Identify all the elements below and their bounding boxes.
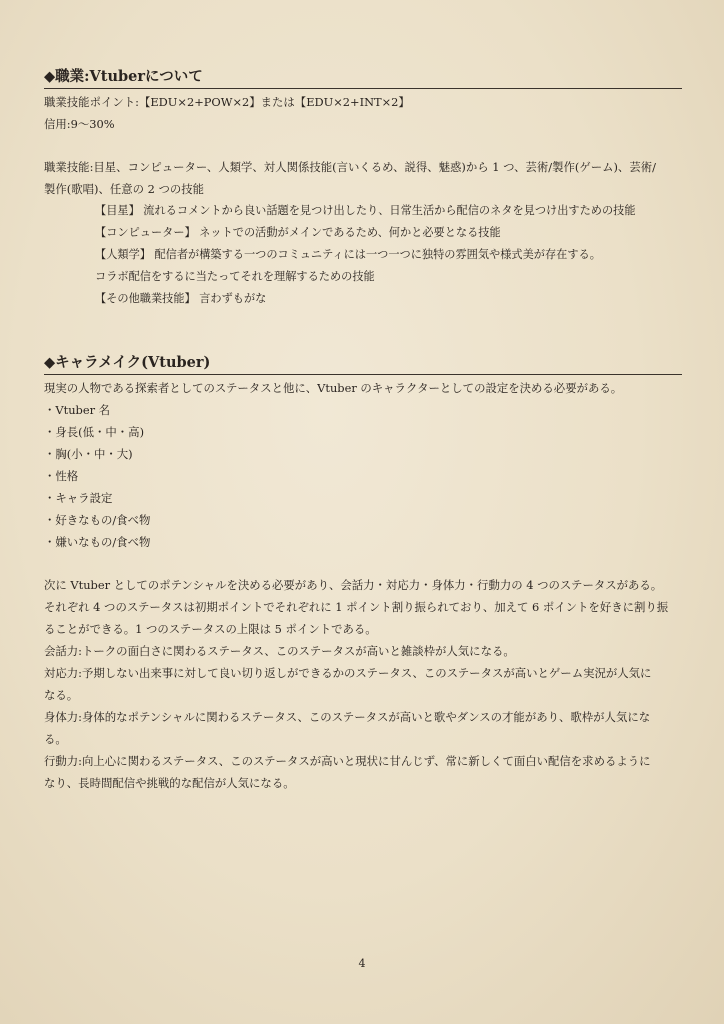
- list-item: ・胸(小・中・大): [44, 447, 133, 461]
- credit-text: 信用:9～30%: [44, 117, 115, 131]
- list-item: ・キャラ設定: [44, 491, 113, 505]
- paragraph-line: それぞれ 4 つのステータスは初期ポイントでそれぞれに 1 ポイント割り振られており、加えて 6 ポイントを好きに割り振: [44, 600, 669, 614]
- skills-text-line: 製作(歌唱)、任意の 2 つの技能: [44, 182, 205, 196]
- section-heading-occupation: ◆職業:Vtuberについて: [44, 67, 682, 89]
- list-item: ・性格: [44, 469, 79, 483]
- skill-note: 【人類学】 配信者が構築する一つのコミュニティには一つ一つに独特の雰囲気や様式美が存在する。: [95, 248, 601, 261]
- page-number: 4: [358, 957, 366, 970]
- skill-note: 【その他職業技能】 言わずもがな: [95, 292, 267, 305]
- charamake-intro: 現実の人物である探索者としてのステータスと他に、Vtuber のキャラクターとしての設定を決める必要がある。: [44, 381, 623, 395]
- paragraph-line: 身体力:身体的なポテンシャルに関わるステータス、このステータスが高いと歌やダンスの才能があり、歌枠が人気にな: [44, 710, 651, 724]
- list-item: ・嫌いなもの/食べ物: [44, 535, 151, 549]
- paragraph-line: なる。: [44, 688, 79, 702]
- paragraph-line: 対応力:予期しない出来事に対して良い切り返しができるかのステータス、このステータスが高いとゲーム実況が人気に: [44, 666, 652, 680]
- list-item: ・身長(低・中・高): [44, 425, 145, 439]
- paragraph-line: なり、長時間配信や挑戦的な配信が人気になる。: [44, 776, 295, 790]
- list-item: ・好きなもの/食べ物: [44, 513, 151, 527]
- skills-text-line: 職業技能:目星、コンピューター、人類学、対人関係技能(言いくるめ、説得、魅惑)から 1 つ、芸術/製作(ゲーム)、芸術/: [44, 160, 656, 174]
- skill-note: 【コンピューター】 ネットでの活動がメインであるため、何かと必要となる技能: [95, 226, 501, 239]
- skill-note: コラボ配信をするに当たってそれを理解するための技能: [95, 270, 375, 283]
- skill-note: 【目星】 流れるコメントから良い話題を見つけ出したり、日常生活から配信のネタを見つけ出すための技能: [95, 204, 636, 217]
- list-item: ・Vtuber 名: [44, 403, 111, 417]
- paragraph-line: 行動力:向上心に関わるステータス、このステータスが高いと現状に甘んじず、常に新しくて面白い配信を求めるように: [44, 754, 651, 768]
- section-heading-charamake: ◆キャラメイク(Vtuber): [44, 353, 682, 375]
- paragraph-line: 次に Vtuber としてのポテンシャルを決める必要があり、会話力・対応力・身体力・行動力の 4 つのステータスがある。: [44, 578, 663, 592]
- paragraph-line: る。: [44, 732, 67, 746]
- paragraph-line: ることができる。1 つのステータスの上限は 5 ポイントである。: [44, 622, 377, 636]
- paragraph-line: 会話力:トークの面白さに関わるステータス、このステータスが高いと雑談枠が人気になる。: [44, 644, 515, 658]
- skill-points-text: 職業技能ポイント:【EDU×2+POW×2】または【EDU×2+INT×2】: [44, 95, 410, 109]
